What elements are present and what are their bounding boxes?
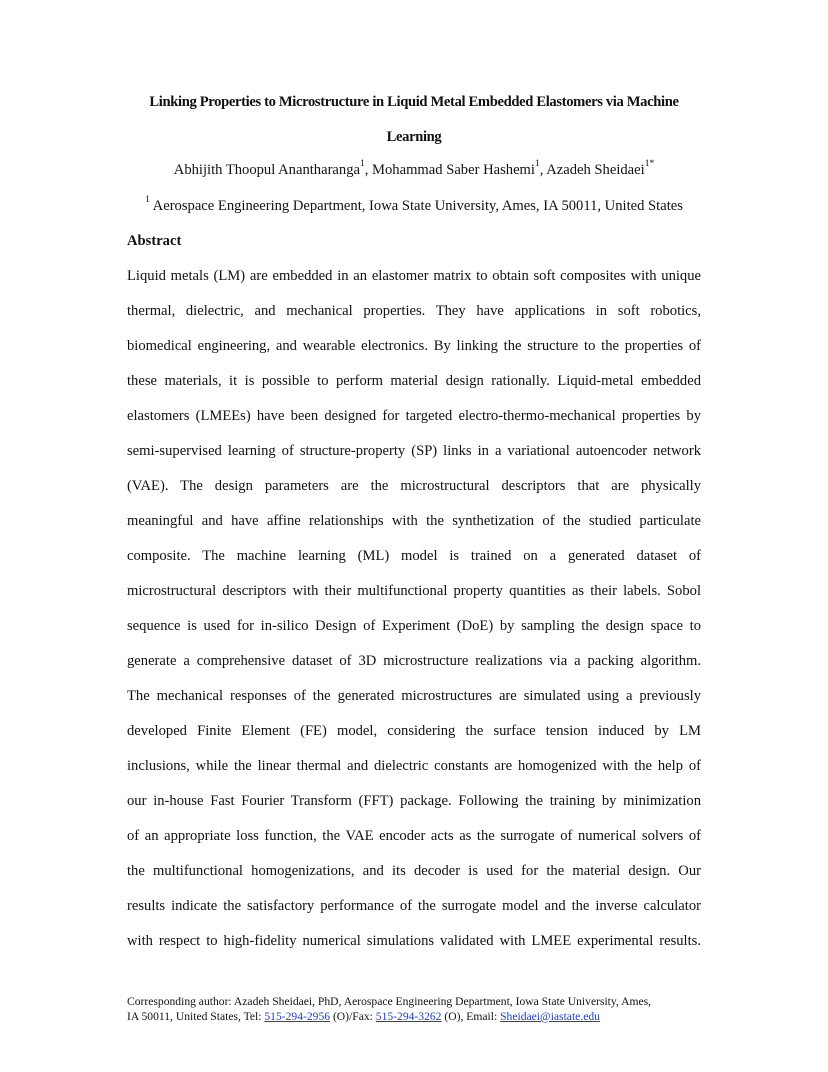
footnote-address: IA 50011, United States, Tel: <box>127 1010 265 1023</box>
abstract-line: elastomers (LMEEs) have been designed for targeted electro-thermo-mechanical properties by <box>127 408 701 424</box>
fax-label: (O)/Fax: <box>330 1010 376 1023</box>
abstract-line: these materials, it is possible to perform material design rationally. Liquid-metal embedded <box>127 373 701 389</box>
abstract-line: Liquid metals (LM) are embedded in an elastomer matrix to obtain soft composites with unique <box>127 268 701 284</box>
abstract-line: The mechanical responses of the generated microstructures are simulated using a previously <box>127 688 701 704</box>
affiliation <box>127 195 701 215</box>
author-separator: , <box>364 162 373 178</box>
telephone-link[interactable]: 515-294-2956 <box>264 1010 331 1023</box>
paper-title-line-2: Learning <box>386 129 442 145</box>
abstract-line: inclusions, while the linear thermal and dielectric constants are homogenized with the help of <box>127 758 701 774</box>
abstract-line: microstructural descriptors with their multifunctional property quantities as their labels. Sobol <box>127 583 701 599</box>
abstract-line: semi-supervised learning of structure-property (SP) links in a variational autoencoder network <box>127 443 701 459</box>
author-list <box>100 159 728 179</box>
abstract-line: with respect to high-fidelity numerical simulations validated with LMEE experimental results. <box>127 933 701 949</box>
abstract-line: meaningful and have affine relationships with the synthetization of the studied particulate <box>127 513 701 529</box>
author-name: Mohammad Saber Hashemi <box>372 162 535 178</box>
abstract-heading: Abstract <box>127 233 182 249</box>
abstract-line: thermal, dielectric, and mechanical properties. They have applications in soft robotics, <box>127 303 701 319</box>
corresponding-author-footnote <box>127 994 701 1024</box>
fax-link[interactable]: 515-294-3262 <box>375 1010 442 1023</box>
paper-title-line-1: Linking Properties to Microstructure in Liquid Metal Embedded Elastomers via Machine <box>149 94 679 110</box>
abstract-line: (VAE). The design parameters are the microstructural descriptors that are physically <box>127 478 701 494</box>
abstract-line: the multifunctional homogenizations, and its decoder is used for the material design. Our <box>127 863 701 879</box>
author-affiliation-marker: 1 <box>534 159 540 169</box>
abstract-line: sequence is used for in-silico Design of Experiment (DoE) by sampling the design space to <box>127 618 701 634</box>
abstract-line: biomedical engineering, and wearable electronics. By linking the structure to the properties of <box>127 338 701 354</box>
author-affiliation-marker: 1* <box>644 159 655 169</box>
footnote-line-2 <box>127 1009 701 1024</box>
abstract-line: our in-house Fast Fourier Transform (FFT) package. Following the training by minimization <box>127 793 701 809</box>
abstract-body <box>127 265 701 965</box>
abstract-line: composite. The machine learning (ML) model is trained on a generated dataset of <box>127 548 701 564</box>
footnote-line-1: Corresponding author: Azadeh Sheidaei, PhD, Aerospace Engineering Department, Iowa State University, Ames, <box>127 995 652 1008</box>
abstract-line: of an appropriate loss function, the VAE encoder acts as the surrogate of numerical solvers of <box>127 828 701 844</box>
abstract-line: generate a comprehensive dataset of 3D microstructure realizations via a packing algorithm. <box>127 653 701 669</box>
author-separator: , <box>539 162 547 178</box>
author-affiliation-marker: 1 <box>359 159 365 169</box>
abstract-line: developed Finite Element (FE) model, considering the surface tension induced by LM <box>127 723 701 739</box>
email-label: (O), Email: <box>441 1010 501 1023</box>
affiliation-text: Aerospace Engineering Department, Iowa State University, Ames, IA 50011, United States <box>149 198 683 214</box>
author-name: Azadeh Sheidaei <box>546 162 645 178</box>
email-link[interactable]: Sheidaei@iastate.edu <box>500 1010 600 1023</box>
affiliation-marker: 1 <box>145 195 150 205</box>
author-name: Abhijith Thoopul Anantharanga <box>173 162 360 178</box>
abstract-line: results indicate the satisfactory performance of the surrogate model and the inverse calculator <box>127 898 701 914</box>
